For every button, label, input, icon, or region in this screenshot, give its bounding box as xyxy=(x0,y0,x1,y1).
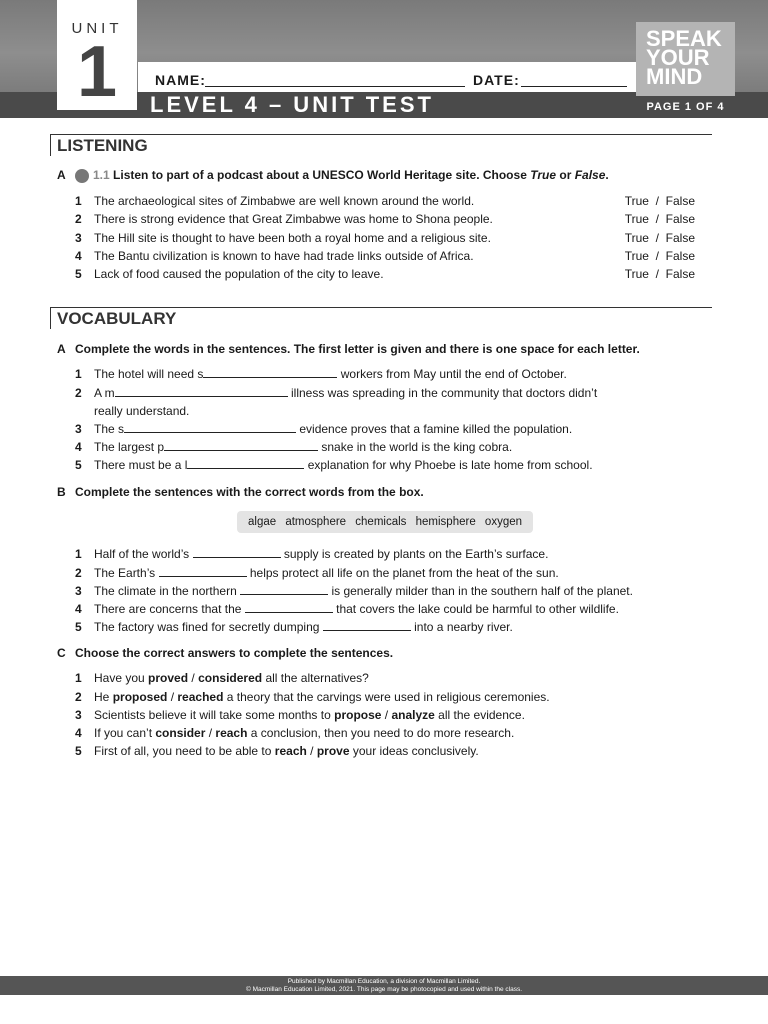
list-item: 3 Scientists believe it will take some months to propose / analyze all the evidence. xyxy=(75,708,525,722)
choice-option-a[interactable]: proposed xyxy=(112,690,168,704)
item-text-post: into a nearby river. xyxy=(414,620,513,634)
list-item: 4 If you can’t consider / reach a conclusion, then you need to do more research. xyxy=(75,726,515,740)
letter-blanks[interactable] xyxy=(124,422,296,433)
answer-blank[interactable] xyxy=(240,584,328,595)
true-false-choice[interactable]: True / False xyxy=(624,194,695,208)
item-text-pre: The Earth’s xyxy=(94,566,156,580)
list-item xyxy=(75,249,695,264)
item-number: 2 xyxy=(75,566,82,580)
task-letter: A xyxy=(57,168,66,182)
option-true: True xyxy=(530,168,557,182)
word-box-item: hemisphere xyxy=(415,516,476,528)
item-number: 1 xyxy=(75,194,82,208)
task-letter: C xyxy=(57,646,66,660)
item-text-pre: The climate in the northern xyxy=(94,584,237,598)
choice-option-b[interactable]: considered xyxy=(198,671,263,685)
footer-publisher: Published by Macmillan Education, a division of Macmillan Limited. xyxy=(287,978,481,985)
list-item xyxy=(75,458,695,473)
vocabulary-task-a xyxy=(57,342,640,356)
letter-blanks[interactable] xyxy=(115,386,288,397)
list-item xyxy=(75,367,695,382)
item-number: 4 xyxy=(75,602,82,616)
item-text-pre: The factory was fined for secretly dumping xyxy=(94,620,320,634)
answer-blank[interactable] xyxy=(245,602,333,613)
answer-blank[interactable] xyxy=(193,547,281,558)
list-item xyxy=(75,194,695,209)
list-item xyxy=(75,584,695,599)
name-label: NAME: xyxy=(155,72,206,88)
list-item: 2 He proposed / reached a theory that the carvings were used in religious ceremonies. xyxy=(75,690,550,704)
speak-your-mind-logo xyxy=(636,22,735,96)
choice-option-b[interactable]: analyze xyxy=(391,708,435,722)
list-item xyxy=(75,267,695,282)
list-item: 1 Have you proved / considered all the alternatives? xyxy=(75,671,369,685)
item-text: The archaeological sites of Zimbabwe are well known around the world. xyxy=(94,194,475,208)
name-date-bar xyxy=(138,62,638,92)
choice-option-a[interactable]: proved xyxy=(148,671,189,685)
item-text-post: your ideas conclusively. xyxy=(352,744,479,758)
true-false-choice[interactable]: True / False xyxy=(624,212,695,226)
answer-blank[interactable] xyxy=(323,620,411,631)
list-item xyxy=(75,602,695,617)
task-instruction: Complete the words in the sentences. The first letter is given and there is one space for each letter. xyxy=(75,342,640,356)
list-item xyxy=(75,566,695,581)
option-false: False xyxy=(574,168,606,182)
item-number: 5 xyxy=(75,744,82,758)
letter-blanks[interactable] xyxy=(203,367,337,378)
item-text-post: supply is created by plants on the Earth’s surface. xyxy=(283,547,549,561)
item-text: The Hill site is thought to have been both a royal home and a religious site. xyxy=(94,231,491,245)
list-item xyxy=(75,620,695,635)
listening-task-a xyxy=(57,168,609,183)
list-item xyxy=(75,440,695,455)
item-text-pre: A m xyxy=(94,386,115,400)
item-number: 3 xyxy=(75,231,82,245)
item-number: 2 xyxy=(75,212,82,226)
list-item xyxy=(75,212,695,227)
list-item-continuation: really understand. xyxy=(94,404,190,418)
task-instruction: Complete the sentences with the correct words from the box. xyxy=(75,485,424,499)
item-text-post: snake in the world is the king cobra. xyxy=(318,440,513,454)
choice-option-a[interactable]: consider xyxy=(155,726,206,740)
item-text-pre: Half of the world’s xyxy=(94,547,190,561)
item-number: 4 xyxy=(75,249,82,263)
task-instruction: Listen to part of a podcast about a UNESCO World Heritage site. Choose xyxy=(113,168,527,182)
item-text-pre: The largest p xyxy=(94,440,165,454)
choice-option-b[interactable]: reach xyxy=(215,726,248,740)
footer xyxy=(0,976,768,995)
true-false-choice[interactable]: True / False xyxy=(624,231,695,245)
item-text-post: a theory that the carvings were used in religious ceremonies. xyxy=(226,690,550,704)
item-text-pre: There are concerns that the xyxy=(94,602,242,616)
item-number: 1 xyxy=(75,367,82,381)
letter-blanks[interactable] xyxy=(164,440,318,451)
listening-heading: LISTENING xyxy=(50,134,712,156)
item-number: 5 xyxy=(75,620,82,634)
item-text: Lack of food caused the population of the city to leave. xyxy=(94,267,384,281)
item-number: 4 xyxy=(75,440,82,454)
word-box-item: oxygen xyxy=(484,516,523,528)
item-text: There is strong evidence that Great Zimbabwe was home to Shona people. xyxy=(94,212,493,226)
logo-line: MIND xyxy=(646,64,703,89)
item-number: 3 xyxy=(75,584,82,598)
task-letter: B xyxy=(57,485,66,499)
list-item xyxy=(75,422,695,437)
item-text-pre: First of all, you need to be able to xyxy=(94,744,272,758)
list-item xyxy=(75,386,695,401)
item-number: 1 xyxy=(75,671,82,685)
unit-word: UNIT xyxy=(71,20,123,37)
task-instruction: Choose the correct answers to complete the sentences. xyxy=(75,646,394,660)
unit-tab xyxy=(57,0,137,110)
item-number: 5 xyxy=(75,267,82,281)
vocabulary-task-c xyxy=(57,646,393,660)
item-text-pre: Scientists believe it will take some months to xyxy=(94,708,331,722)
choice-option-b[interactable]: reached xyxy=(177,690,224,704)
logo-line: YOUR xyxy=(646,45,710,70)
word-box-item: chemicals xyxy=(355,516,407,528)
list-item: 5 First of all, you need to be able to reach / prove your ideas conclusively. xyxy=(75,744,479,758)
item-number: 5 xyxy=(75,458,82,472)
or-word: or xyxy=(559,168,572,182)
unit-number: 1 xyxy=(76,32,118,112)
item-text-post: a conclusion, then you need to do more research. xyxy=(250,726,515,740)
item-number: 3 xyxy=(75,422,82,436)
item-text-post: illness was spreading in the community that doctors didn’t xyxy=(287,386,598,400)
vocabulary-heading: VOCABULARY xyxy=(50,307,712,329)
true-false-choice[interactable]: True / False xyxy=(624,249,695,263)
item-text-post: helps protect all life on the planet from the heat of the sun. xyxy=(249,566,559,580)
item-text-pre: There must be a l xyxy=(94,458,188,472)
period: . xyxy=(605,168,609,182)
item-number: 1 xyxy=(75,547,82,561)
word-box-item: atmosphere xyxy=(285,516,347,528)
choice-option-b[interactable]: prove xyxy=(316,744,350,758)
item-text-pre: The hotel will need s xyxy=(94,367,204,381)
item-number: 4 xyxy=(75,726,82,740)
audio-speaker-icon[interactable] xyxy=(75,169,89,183)
item-text-post: all the evidence. xyxy=(438,708,525,722)
item-text-post: evidence proves that a famine killed the population. xyxy=(296,422,573,436)
item-text-post: is generally milder than in the southern half of the planet. xyxy=(331,584,633,598)
word-box-item: algae xyxy=(248,516,277,528)
true-false-choice[interactable]: True / False xyxy=(624,267,695,281)
item-text-post: all the alternatives? xyxy=(265,671,369,685)
date-label: DATE: xyxy=(473,72,520,88)
item-text-pre: He xyxy=(94,690,110,704)
logo-line: SPEAK xyxy=(646,26,722,51)
vocabulary-task-b xyxy=(57,485,424,499)
track-number: 1.1 xyxy=(93,168,110,182)
choice-option-a[interactable]: reach xyxy=(274,744,307,758)
name-field[interactable] xyxy=(205,86,465,87)
item-text-pre: The s xyxy=(94,422,125,436)
date-field[interactable] xyxy=(521,86,627,87)
item-text-pre: If you can’t xyxy=(94,726,153,740)
task-letter: A xyxy=(57,342,66,356)
choice-option-a[interactable]: propose xyxy=(334,708,382,722)
page-number: PAGE 1 OF 4 xyxy=(646,101,725,113)
item-number: 2 xyxy=(75,690,82,704)
item-text-post: workers from May until the end of October. xyxy=(337,367,567,381)
footer-copyright: © Macmillan Education Limited, 2021. This page may be photocopied and used within the class. xyxy=(245,986,523,993)
word-box xyxy=(237,511,533,533)
list-item xyxy=(75,231,695,246)
page-title: LEVEL 4 – UNIT TEST xyxy=(150,92,434,117)
letter-blanks[interactable] xyxy=(187,458,304,469)
item-number: 2 xyxy=(75,386,82,400)
list-item xyxy=(75,547,695,562)
item-number: 3 xyxy=(75,708,82,722)
item-text-pre: Have you xyxy=(94,671,145,685)
answer-blank[interactable] xyxy=(159,566,247,577)
item-text: The Bantu civilization is known to have had trade links outside of Africa. xyxy=(94,249,474,263)
item-text-post: that covers the lake could be harmful to other wildlife. xyxy=(336,602,619,616)
item-text-post: explanation for why Phoebe is late home from school. xyxy=(304,458,593,472)
